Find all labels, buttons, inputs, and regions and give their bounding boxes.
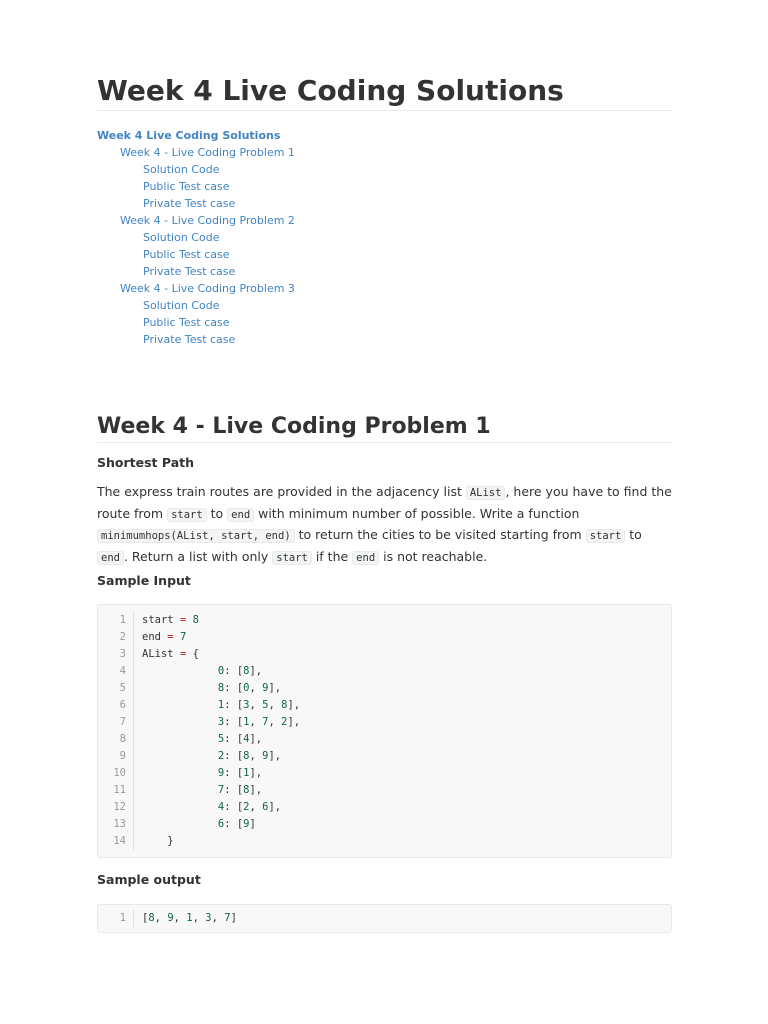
code-number: 9: [217, 767, 225, 779]
code-token: [142, 818, 218, 830]
line-number: 7: [98, 714, 134, 731]
inline-code: end: [227, 508, 254, 522]
code-text: [134, 765, 262, 782]
description-text: to: [206, 505, 228, 521]
code-token: [142, 682, 218, 694]
code-number: 7: [217, 784, 225, 796]
code-token: : [: [224, 699, 244, 711]
code-number: 0: [217, 665, 225, 677]
code-token: ],: [249, 767, 263, 779]
code-token: ],: [249, 784, 263, 796]
line-number: 8: [98, 731, 134, 748]
line-number: 1: [98, 910, 134, 927]
code-text: [134, 663, 262, 680]
code-line: [98, 680, 671, 697]
code-token: [: [142, 912, 149, 924]
description-text: , here you have to find the route from: [97, 484, 672, 521]
code-token: [142, 750, 218, 762]
code-text: [134, 816, 256, 833]
code-token: [142, 801, 218, 813]
code-token: ,: [173, 912, 187, 924]
toc-link[interactable]: Week 4 - Live Coding Problem 3: [120, 282, 295, 295]
code-text: [134, 748, 281, 765]
toc-link[interactable]: Public Test case: [143, 316, 230, 329]
code-text: [134, 697, 300, 714]
code-number: 7: [224, 912, 231, 924]
code-token: ,: [249, 699, 263, 711]
code-token: ,: [268, 699, 282, 711]
code-token: ],: [268, 750, 282, 762]
code-number: 1: [243, 716, 250, 728]
toc-link[interactable]: Public Test case: [143, 180, 230, 193]
code-line: [98, 646, 671, 663]
toc-link[interactable]: Private Test case: [143, 333, 236, 346]
code-token: ],: [287, 716, 301, 728]
code-number: 5: [262, 699, 269, 711]
inline-code: end: [97, 551, 124, 565]
code-text: [134, 714, 300, 731]
code-line: [98, 910, 671, 927]
code-operator: =: [179, 614, 187, 626]
code-number: 2: [217, 750, 225, 762]
line-number: 12: [98, 799, 134, 816]
code-line: [98, 731, 671, 748]
code-token: [142, 784, 218, 796]
code-number: 7: [262, 716, 269, 728]
code-text: [134, 833, 174, 850]
code-token: : [: [224, 784, 244, 796]
code-token: end: [142, 631, 168, 643]
code-token: ,: [249, 801, 263, 813]
code-line: [98, 748, 671, 765]
code-token: ,: [154, 912, 168, 924]
code-token: ,: [192, 912, 206, 924]
code-token: : [: [224, 801, 244, 813]
code-number: 4: [217, 801, 225, 813]
code-token: : [: [224, 682, 244, 694]
code-line: [98, 714, 671, 731]
code-number: 6: [262, 801, 269, 813]
code-line: [98, 799, 671, 816]
code-token: : [: [224, 818, 244, 830]
code-number: 9: [262, 750, 269, 762]
code-token: ,: [249, 750, 263, 762]
code-text: [134, 782, 262, 799]
code-token: ],: [268, 682, 282, 694]
toc-link[interactable]: Public Test case: [143, 248, 230, 261]
code-text: [134, 629, 186, 646]
code-operator: =: [167, 631, 174, 643]
sample-input-code-block[interactable]: [97, 604, 672, 858]
inline-code: start: [586, 529, 626, 543]
line-number: 2: [98, 629, 134, 646]
code-token: ,: [211, 912, 225, 924]
description-text: if the: [311, 548, 353, 564]
code-token: [142, 733, 218, 745]
toc-link[interactable]: Week 4 Live Coding Solutions: [97, 129, 281, 142]
inline-code: end: [352, 551, 379, 565]
code-line: [98, 833, 671, 850]
code-number: 3: [205, 912, 212, 924]
code-number: 9: [262, 682, 269, 694]
code-line: [98, 629, 671, 646]
code-token: ],: [287, 699, 301, 711]
code-token: ]: [230, 912, 237, 924]
description-text: with minimum number of possible. Write a function: [254, 505, 580, 521]
code-text: [134, 910, 237, 927]
code-text: [134, 799, 281, 816]
code-token: ],: [268, 801, 282, 813]
line-number: 11: [98, 782, 134, 799]
line-number: 10: [98, 765, 134, 782]
code-line: [98, 612, 671, 629]
code-token: : [: [224, 665, 244, 677]
sample-output-label: Sample output: [97, 872, 201, 887]
inline-code: AList: [466, 486, 506, 500]
sample-input-label: Sample Input: [97, 573, 191, 588]
description-text: to: [625, 527, 642, 543]
code-number: 1: [186, 912, 193, 924]
code-token: : [: [224, 750, 244, 762]
description-text: The express train routes are provided in the adjacency list: [97, 484, 466, 499]
code-number: 8: [243, 750, 250, 762]
toc-link[interactable]: Solution Code: [143, 231, 220, 244]
line-number: 13: [98, 816, 134, 833]
page-title: Week 4 Live Coding Solutions: [97, 74, 672, 111]
code-number: 2: [281, 716, 288, 728]
code-token: : [: [224, 767, 244, 779]
code-number: 9: [167, 912, 174, 924]
description-text: is not reachable.: [379, 548, 488, 564]
toc-link[interactable]: Solution Code: [143, 163, 220, 176]
code-token: ,: [249, 682, 263, 694]
code-token: [142, 699, 218, 711]
problem-1-heading: Week 4 - Live Coding Problem 1: [97, 412, 672, 443]
code-token: {: [186, 648, 199, 660]
code-number: 8: [217, 682, 225, 694]
code-token: ],: [249, 733, 263, 745]
line-number: 3: [98, 646, 134, 663]
code-text: [134, 612, 199, 629]
code-number: 2: [243, 801, 250, 813]
line-number: 9: [98, 748, 134, 765]
code-number: 8: [243, 665, 250, 677]
line-number: 14: [98, 833, 134, 850]
code-number: 8: [192, 614, 199, 626]
line-number: 6: [98, 697, 134, 714]
code-token: AList: [142, 648, 180, 660]
code-number: 6: [217, 818, 225, 830]
sample-output-code-block[interactable]: [97, 904, 672, 933]
code-token: [142, 767, 218, 779]
code-number: 0: [243, 682, 250, 694]
toc-link[interactable]: Week 4 - Live Coding Problem 2: [120, 214, 295, 227]
code-number: 5: [217, 733, 225, 745]
code-number: 4: [243, 733, 250, 745]
code-number: 8: [243, 784, 250, 796]
code-token: }: [142, 835, 174, 847]
code-text: [134, 731, 262, 748]
description-text: . Return a list with only: [123, 548, 273, 564]
line-number: 1: [98, 612, 134, 629]
toc-link[interactable]: Solution Code: [143, 299, 220, 312]
code-text: [134, 646, 199, 663]
inline-code: start: [167, 508, 207, 522]
code-number: 1: [217, 699, 225, 711]
code-line: [98, 663, 671, 680]
code-token: ]: [249, 818, 256, 830]
code-number: 9: [243, 818, 250, 830]
toc-link[interactable]: Private Test case: [143, 265, 236, 278]
toc-link[interactable]: Private Test case: [143, 197, 236, 210]
inline-code: start: [272, 551, 312, 565]
code-token: ,: [249, 716, 263, 728]
problem-1-description: [97, 482, 672, 568]
code-token: ,: [268, 716, 282, 728]
inline-code: minimumhops(AList, start, end): [97, 529, 295, 543]
code-token: [142, 716, 218, 728]
code-number: 3: [243, 699, 250, 711]
code-text: [134, 680, 281, 697]
code-line: [98, 782, 671, 799]
table-of-contents: [97, 127, 295, 348]
code-number: 7: [179, 631, 187, 643]
code-number: 8: [148, 912, 155, 924]
code-operator: =: [179, 648, 187, 660]
code-token: [142, 665, 218, 677]
code-line: [98, 697, 671, 714]
code-number: 8: [281, 699, 288, 711]
code-number: 1: [243, 767, 250, 779]
code-token: : [: [224, 733, 244, 745]
code-number: 3: [217, 716, 225, 728]
toc-link[interactable]: Week 4 - Live Coding Problem 1: [120, 146, 295, 159]
line-number: 4: [98, 663, 134, 680]
code-token: : [: [224, 716, 244, 728]
problem-1-subtitle: Shortest Path: [97, 455, 195, 470]
code-token: start: [142, 614, 180, 626]
line-number: 5: [98, 680, 134, 697]
code-line: [98, 816, 671, 833]
description-text: to return the cities to be visited starting from: [294, 527, 586, 543]
code-token: ],: [249, 665, 263, 677]
code-line: [98, 765, 671, 782]
